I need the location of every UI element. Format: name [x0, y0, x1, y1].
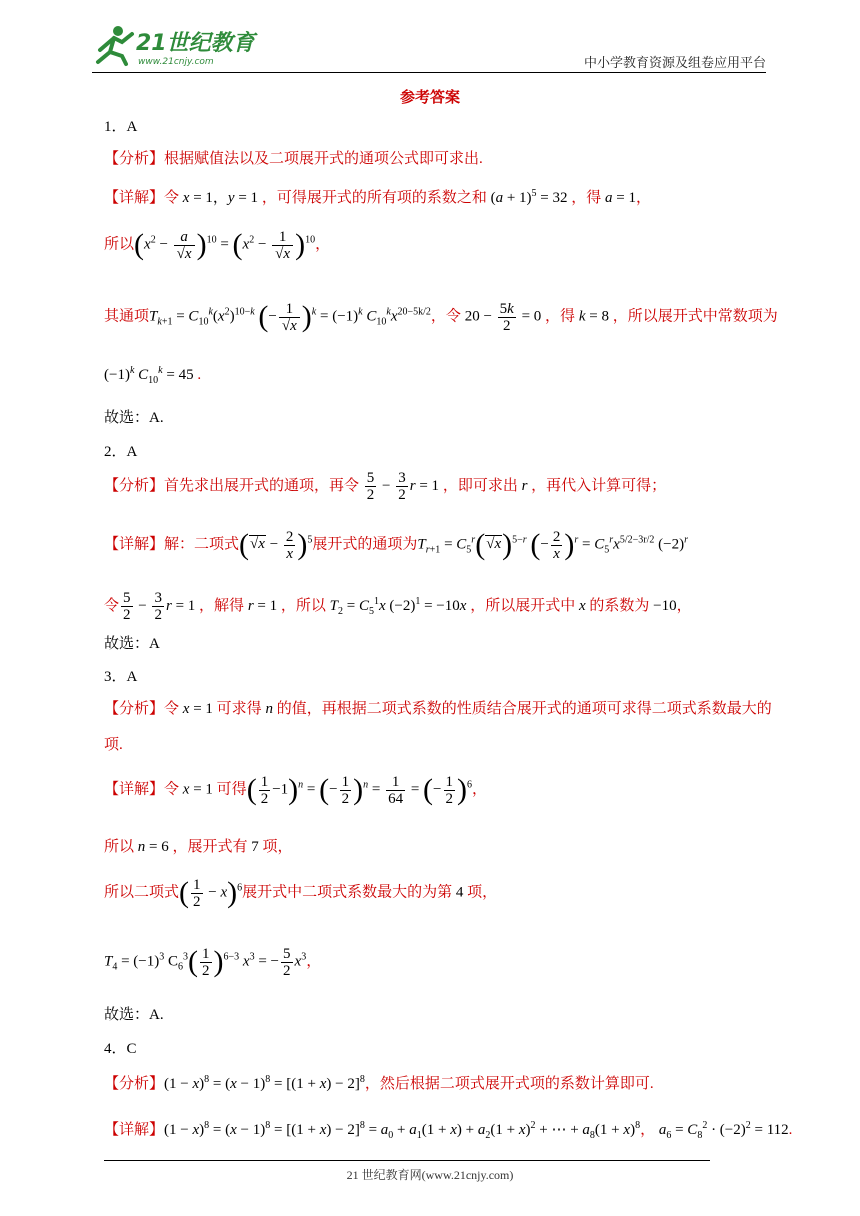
q4-detail: 【详解】$(1 - x)^8 = (x - 1)^8 = [(1 + x) - 2]^8 = a_0 + a_1(1 + x) + a_2(1 + x)^2$ + ⋯ + $a_8(1 + x)^8$， $a_6 = C_8^2 \cdot (-2)^2 = 112$. [104, 1120, 793, 1141]
q3-answer: 3．A [104, 669, 138, 685]
q1-analysis: 【分析】根据赋值法以及二项展开式的通项公式即可求出. [104, 151, 483, 167]
q3-choose: 故选：A. [104, 1007, 164, 1023]
q3-analysis-cont: 项. [104, 737, 123, 753]
logo-url: www.21cnjy.com [138, 57, 214, 67]
q1-answer: 1．A [104, 119, 138, 135]
runner-icon [98, 26, 132, 64]
q2-answer: 2．A [104, 444, 138, 460]
q2-detail-2: 令 $\frac{5}{2}$ − $\frac{3}{2}$ r = 1 ，解得 r = 1 ，所以 $T_2 = C_5^1x$ $(-2)^1 = -10x$ ，所以展开式中 x 的系数为 −10， [104, 590, 692, 623]
page-title: 参考答案 [399, 90, 460, 106]
logo-text: 21世纪教育 [136, 31, 255, 56]
q1-detail-2: 所以($x^2$ − $\frac{a}{√x}$ )$^{10} = (x^2$ − $\frac{1}{√x}$ )$^{10}$， [104, 228, 331, 262]
q2-detail-1: 【详解】解：二项式(√x − $\frac{2}{x}$ )$^5$展开式的通项为$T_{r+1} = C_5^r(√x)^{5-r}$ (− $\frac{2}{x}$ )$^r = C_5^rx^{5/2-3r/2}$ $(-2)^r$ [104, 528, 688, 562]
q1-detail-4: $(-1)^k$ $C_{10}^k = 45$ . [104, 365, 202, 386]
header-divider [92, 72, 766, 73]
q1-detail-1: 【详解】令 x = 1，y = 1 ，可得展开式的所有项的系数之和 $(a + 1)^5 = 32$ ，得 a = 1， [104, 188, 652, 206]
q2-choose: 故选：A [104, 636, 160, 652]
q3-detail-4: $T_4 = (-1)^3$ $C_6^3$( $\frac{1}{2}$ )$^{6-3}$ $x^3$ = − $\frac{5}{2}$ $x^3$， [104, 945, 322, 979]
q4-answer: 4．C [104, 1041, 137, 1057]
q1-detail-3: 其通项$T_{k+1} = C_{10}^k(x^2)^{10-k}$ (− $\frac{1}{√x}$ )$^k = (-1)^k$ $C_{10}^kx^{20-5k/2}$，令 20 − $\frac{5k}{2}$ = 0 ，得 k = 8 ，所以展开式中常数项为 [104, 300, 778, 334]
q3-detail-2: 所以 n = 6 ，展开式有 7 项， [104, 839, 293, 855]
q2-analysis: 【分析】首先求出展开式的通项，再令 $\frac{5}{2}$ − $\frac{3}{2}$ r = 1 ，即可求出 r ，再代入计算可得； [104, 470, 667, 503]
q3-analysis: 【分析】令 x = 1 可求得 n 的值，再根据二项式系数的性质结合展开式的通项可求得二项式系数最大的 [104, 701, 772, 717]
q3-detail-1: 【详解】令 x = 1 可得( $\frac{1}{2}$ −1)$^n$ = (− $\frac{1}{2}$ )$^n$ = $\frac{1}{64}$ = (− $\frac{1}{2}$ )$^6$， [104, 773, 488, 807]
footer-divider [104, 1160, 710, 1161]
q4-analysis: 【分析】$(1 - x)^8 = (x - 1)^8 = [(1 + x) - 2]^8$，然后根据二项式展开式项的系数计算即可. [104, 1074, 654, 1092]
header-platform-text: 中小学教育资源及组卷应用平台 [583, 55, 766, 70]
q1-choose: 故选：A. [104, 410, 164, 426]
q3-detail-3: 所以二项式( $\frac{1}{2}$ − x)$^6$展开式中二项式系数最大的为第 4 项， [104, 876, 498, 910]
footer-text: 21 世纪教育网(www.21cnjy.com) [346, 1168, 514, 1182]
logo [92, 22, 262, 68]
